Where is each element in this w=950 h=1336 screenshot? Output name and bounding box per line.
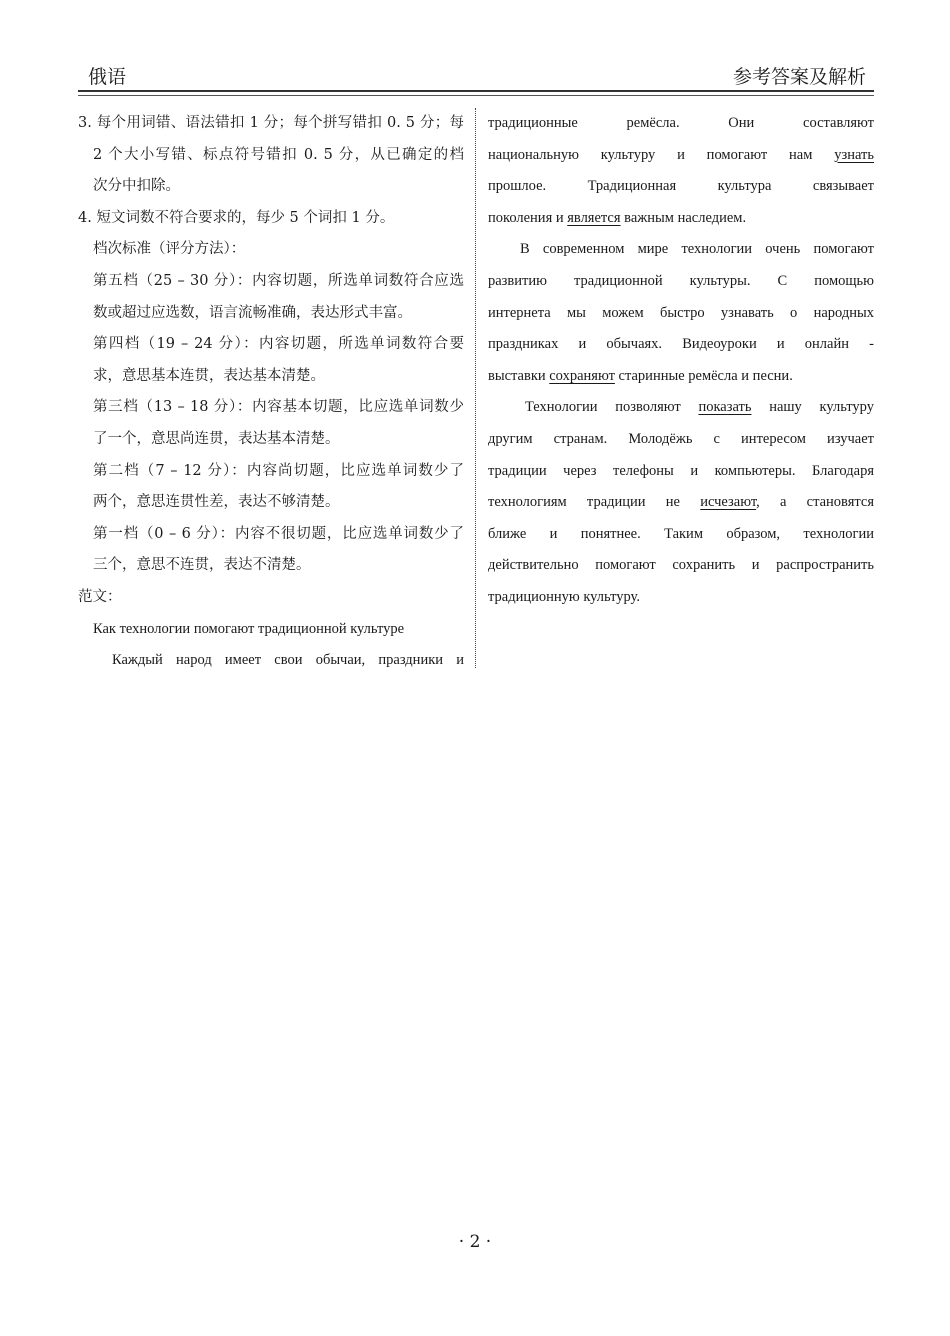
grade-level-4-cont: 求，意思基本连贯，表达基本清楚。	[93, 367, 325, 384]
underlined-word: сохраняют	[549, 367, 615, 384]
rule-item-4: 4. 短文词数不符合要求的，每少 5 个词扣 1 分。	[78, 209, 395, 226]
grade-level-3: 第三档（13 – 18 分）：内容基本切题，比应选单词数少	[93, 399, 464, 416]
essay-line	[488, 361, 874, 393]
essay-line: прошлое. Традиционная культура связывает	[488, 178, 874, 195]
essay-line	[488, 487, 874, 519]
sample-essay-label: 范文：	[78, 588, 122, 605]
right-column	[488, 108, 874, 614]
rule-item-3-cont: 2 个大小写错、标点符号错扣 0. 5 分，从已确定的档	[93, 146, 464, 163]
underlined-word: исчезают	[700, 494, 757, 511]
header-rule-thin	[78, 95, 874, 96]
essay-line: развитию традиционной культуры. С помощью	[488, 272, 874, 289]
rule-item-3: 3. 每个用词错、语法错扣 1 分；每个拼写错扣 0. 5 分；每	[78, 115, 464, 131]
essay-text: нашу культуру	[751, 399, 874, 416]
grade-level-5: 第五档（25 – 30 分）：内容切题，所选单词数符合应选	[93, 272, 464, 289]
essay-paragraph-2-start: В современном мире технологии очень помогают	[520, 241, 874, 258]
page-number: · 2 ·	[458, 1232, 492, 1252]
underlined-word: узнать	[834, 146, 874, 163]
grade-level-2: 第二档（7 – 12 分）：内容尚切题，比应选单词数少了	[93, 462, 464, 479]
header-subject: 俄语	[88, 66, 127, 88]
essay-text: , а становятся	[756, 494, 874, 511]
left-column	[78, 108, 464, 677]
essay-line	[488, 203, 874, 235]
essay-paragraph-3-start	[488, 392, 874, 424]
essay-text: поколения и	[488, 209, 568, 226]
grade-level-1-cont: 三个，意思不连贯，表达不清楚。	[93, 557, 311, 574]
essay-line: другим странам. Молодёжь с интересом изучает	[488, 430, 874, 447]
column-divider	[475, 108, 476, 668]
essay-line	[488, 140, 874, 172]
grade-level-2-cont: 两个，意思连贯性差，表达不够清楚。	[93, 494, 340, 511]
essay-line: действительно помогают сохранить и распространить	[488, 557, 874, 574]
header-rule-thick	[78, 90, 874, 92]
underlined-word: является	[567, 209, 621, 226]
essay-text: старинные ремёсла и песни.	[614, 367, 793, 384]
essay-line: традиционные ремёсла. Они составляют	[488, 115, 874, 131]
grade-level-4: 第四档（19 – 24 分）：内容切题，所选单词数符合要	[93, 336, 464, 353]
grading-standard-heading: 档次标准（评分方法）：	[93, 241, 246, 258]
grade-level-3-cont: 了一个，意思尚连贯，表达基本清楚。	[93, 430, 340, 447]
rule-item-3-end: 次分中扣除。	[93, 178, 180, 195]
essay-line-final: традиционную культуру.	[488, 588, 640, 605]
header-section-title: 参考答案及解析	[732, 66, 866, 88]
essay-text: выставки	[488, 367, 550, 384]
essay-line: интернета мы можем быстро узнавать о народных	[488, 304, 874, 321]
essay-paragraph-1-line-1: Каждый народ имеет свои обычаи, праздники и	[112, 652, 464, 669]
grade-level-1: 第一档（0 – 6 分）：内容不很切题，比应选单词数少了	[93, 525, 464, 542]
essay-text: технологиям традиции не	[488, 494, 701, 511]
grade-level-5-cont: 数或超过应选数，语言流畅准确，表达形式丰富。	[93, 304, 412, 321]
essay-text: важным наследием.	[620, 209, 747, 226]
essay-text: Технологии позволяют	[525, 399, 699, 416]
essay-title: Как технологии помогают традиционной культуре	[93, 620, 405, 637]
essay-line: традиции через телефоны и компьютеры. Благодаря	[488, 462, 874, 479]
essay-line: ближе и понятнее. Таким образом, технологии	[488, 525, 874, 542]
underlined-word: показать	[698, 399, 752, 416]
essay-text: национальную культуру и помогают нам	[488, 146, 835, 163]
essay-line: праздниках и обычаях. Видеоуроки и онлайн -	[488, 336, 874, 353]
